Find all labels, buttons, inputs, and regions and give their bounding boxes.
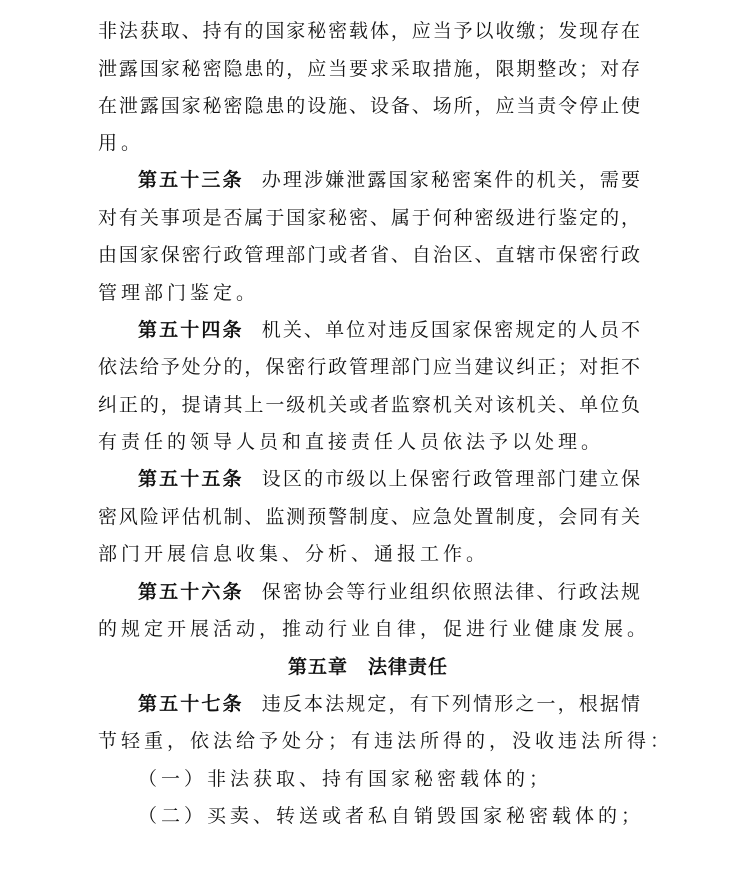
article-55-title: 第五十五条: [138, 468, 244, 490]
text-line: 用。: [98, 132, 145, 154]
text-line: 在泄露国家秘密隐患的设施、设备、场所，应当责令停止使: [98, 95, 640, 117]
article-54-title: 第五十四条: [138, 319, 244, 341]
text-line: 密风险评估机制、监测预警制度、应急处置制度，会同有关: [98, 506, 640, 528]
list-item: （一）非法获取、持有国家秘密载体的；: [138, 768, 553, 790]
article-57-first-line: [138, 692, 640, 716]
text-line: 部门开展信息收集、分析、通报工作。: [98, 543, 490, 565]
chapter-heading: 第五章 法律责任: [287, 656, 448, 678]
article-56-first-line: [138, 580, 640, 604]
text-line: 的规定开展活动，推动行业自律，促进行业健康发展。: [98, 618, 651, 640]
text-line: 节轻重，依法给予处分；有违法所得的，没收违法所得：: [98, 730, 674, 752]
article-54-first-line: [138, 318, 640, 342]
article-53-title: 第五十三条: [138, 169, 244, 191]
text-line: 管理部门鉴定。: [98, 282, 260, 304]
article-56-text: 保密协会等行业组织依照法律、行政法规: [259, 581, 640, 603]
text-line: 非法获取、持有的国家秘密载体，应当予以收缴；发现存在: [98, 20, 640, 42]
text-line: 对有关事项是否属于国家秘密、属于何种密级进行鉴定的，: [98, 207, 640, 229]
text-line: 泄露国家秘密隐患的，应当要求采取措施，限期整改；对存: [98, 58, 640, 80]
list-item: （二）买卖、转送或者私自销毁国家秘密载体的；: [138, 805, 645, 827]
article-55-text: 设区的市级以上保密行政管理部门建立保: [259, 468, 640, 490]
article-54-text: 机关、单位对违反国家保密规定的人员不: [259, 319, 640, 341]
article-56-title: 第五十六条: [138, 581, 244, 603]
article-53-text: 办理涉嫌泄露国家秘密案件的机关，需要: [259, 169, 640, 191]
article-57-text: 违反本法规定，有下列情形之一，根据情: [259, 693, 640, 715]
text-line: 有责任的领导人员和直接责任人员依法予以处理。: [98, 431, 605, 453]
article-57-title: 第五十七条: [138, 693, 244, 715]
article-53-first-line: [138, 168, 640, 192]
article-55-first-line: [138, 467, 640, 491]
text-line: 由国家保密行政管理部门或者省、自治区、直辖市保密行政: [98, 244, 640, 266]
text-line: 依法给予处分的，保密行政管理部门应当建议纠正；对拒不: [98, 356, 640, 378]
text-line: 纠正的，提请其上一级机关或者监察机关对该机关、单位负: [98, 394, 640, 416]
